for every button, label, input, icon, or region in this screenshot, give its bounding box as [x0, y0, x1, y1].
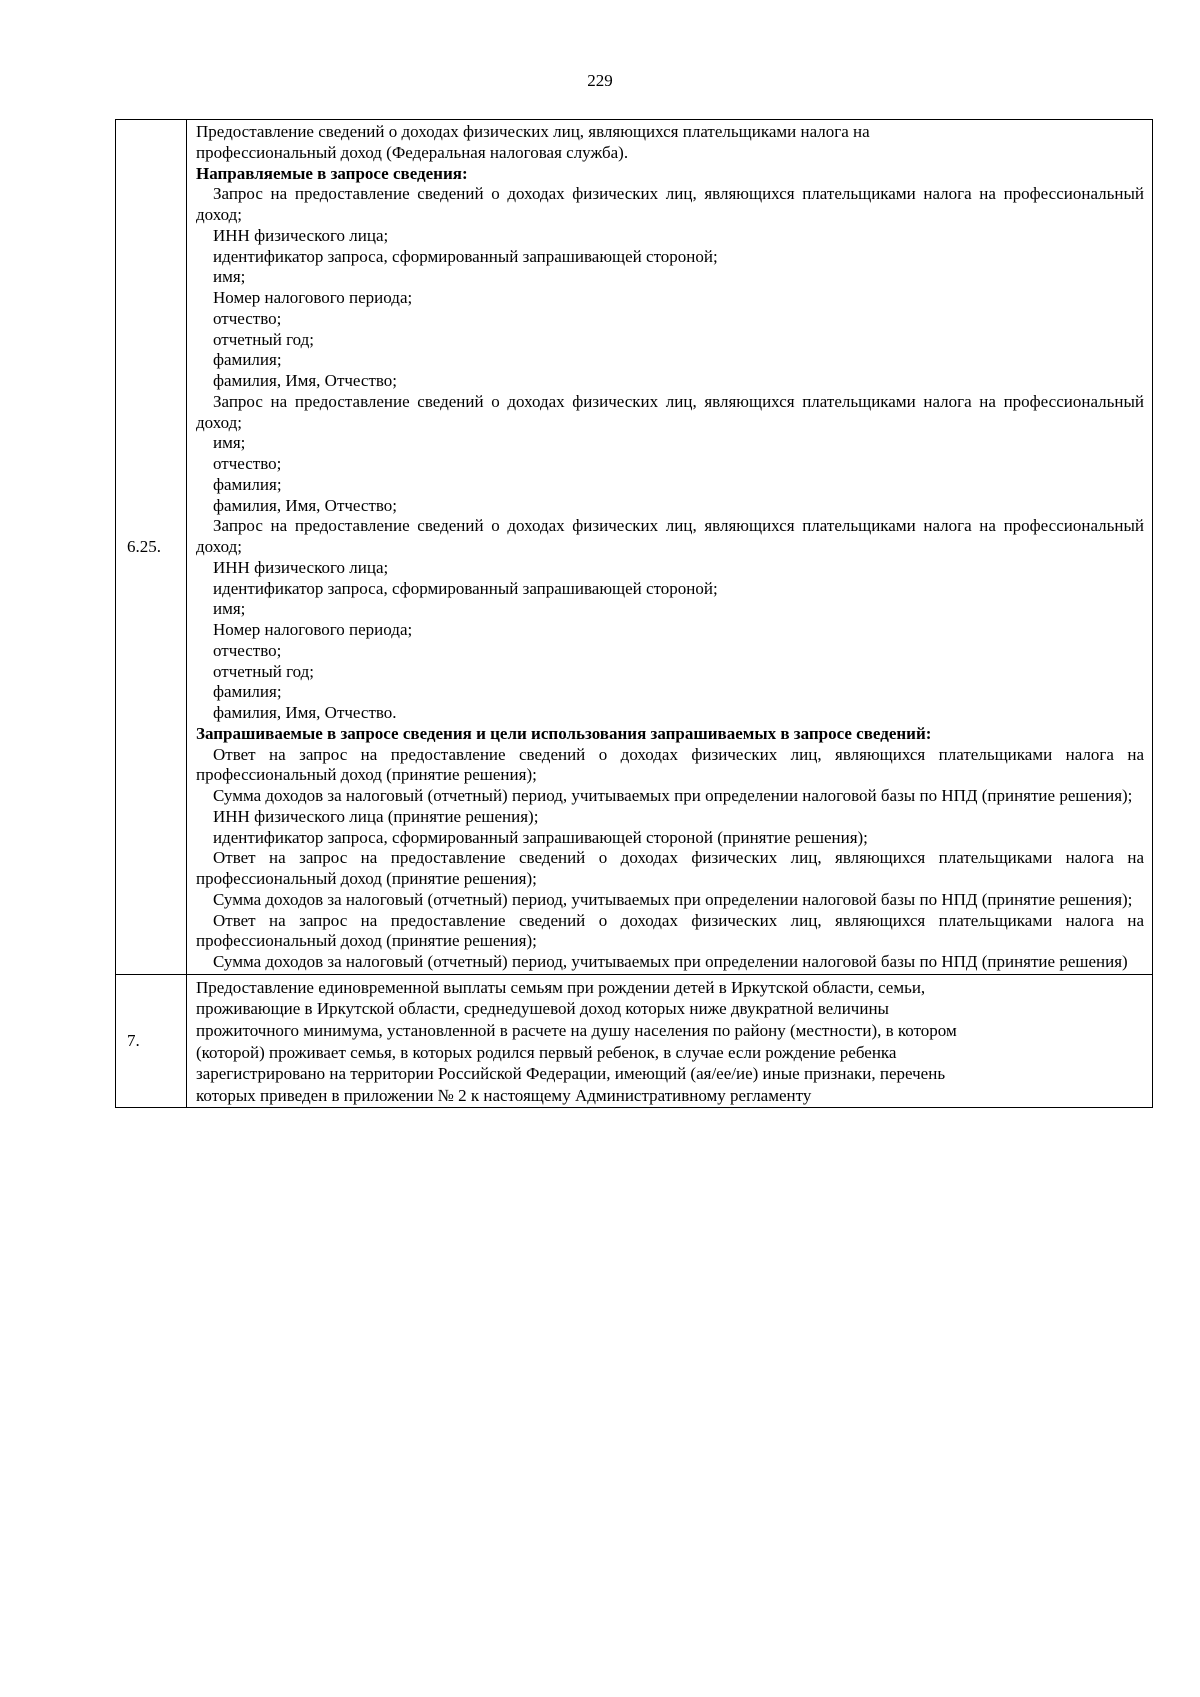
- paragraph-line: ИНН физического лица (принятие решения);: [213, 806, 539, 826]
- paragraph-line: идентификатор запроса, сформированный запрашивающей стороной (принятие решения);: [213, 827, 868, 847]
- paragraph-line: которых приведен в приложении № 2 к настоящему Административному регламенту: [196, 1085, 812, 1105]
- paragraph-line: Предоставление единовременной выплаты семьям при рождении детей в Иркутской области, семьи,: [196, 977, 926, 997]
- paragraph-line: ИНН физического лица;: [213, 225, 389, 245]
- paragraph-line: Ответ на запрос на предоставление сведений о доходах физических лиц, являющихся плательщиками налога на профессиональный доход (принятие решения);: [196, 910, 1144, 951]
- paragraph-line: отчество;: [213, 454, 282, 473]
- paragraph-line: отчество;: [213, 640, 282, 660]
- paragraph-line: Сумма доходов за налоговый (отчетный) период, учитываемых при определении налоговой базы по НПД (принятие решения): [213, 952, 1128, 971]
- paragraph-line: фамилия;: [213, 350, 282, 370]
- paragraph-line: Запрос на предоставление сведений о доходах физических лиц, являющихся плательщиками налога на профессиональный доход;: [196, 391, 1144, 432]
- paragraph-line: отчетный год;: [213, 661, 315, 681]
- services-table: [115, 119, 1153, 1108]
- paragraph-line: Ответ на запрос на предоставление сведений о доходах физических лиц, являющихся плательщиками налога на профессиональный доход (принятие решения);: [196, 744, 1144, 785]
- paragraph-line: Номер налогового периода;: [213, 288, 413, 307]
- paragraph-line: Запрос на предоставление сведений о доходах физических лиц, являющихся плательщиками налога на профессиональный доход;: [196, 516, 1144, 556]
- paragraph-line: Ответ на запрос на предоставление сведений о доходах физических лиц, являющихся плательщиками налога на профессиональный доход (принятие решения);: [196, 848, 1144, 888]
- paragraph-line: фамилия, Имя, Отчество;: [213, 495, 398, 515]
- paragraph-line: профессиональный доход (Федеральная налоговая служба).: [196, 142, 629, 162]
- paragraph-line: Сумма доходов за налоговый (отчетный) период, учитываемых при определении налоговой базы по НПД (принятие решения);: [213, 786, 1133, 805]
- paragraph-line: (которой) проживает семья, в которых родился первый ребенок, в случае если рождение ребенка: [196, 1042, 897, 1062]
- section-heading: Запрашиваемые в запросе сведения и цели использования запрашиваемых в запросе сведений:: [196, 723, 932, 743]
- row-paragraphs: [196, 977, 1144, 1107]
- row-paragraphs: [196, 122, 1144, 973]
- paragraph-line: имя;: [213, 433, 246, 453]
- paragraph-line: фамилия;: [213, 474, 282, 494]
- paragraph-line: отчетный год;: [213, 329, 315, 349]
- row-number: 6.25.: [116, 120, 187, 975]
- paragraph-line: Предоставление сведений о доходах физических лиц, являющихся плательщиками налога на: [196, 122, 870, 141]
- paragraph-line: фамилия, Имя, Отчество.: [213, 703, 397, 722]
- row-content: [187, 120, 1153, 975]
- paragraph-line: прожиточного минимума, установленной в расчете на душу населения по району (местности), в котором: [196, 1020, 957, 1040]
- paragraph-line: ИНН физического лица;: [213, 557, 389, 577]
- section-heading: Направляемые в запросе сведения:: [196, 163, 468, 183]
- paragraph-line: Сумма доходов за налоговый (отчетный) период, учитываемых при определении налоговой базы по НПД (принятие решения);: [213, 889, 1133, 909]
- paragraph-line: идентификатор запроса, сформированный запрашивающей стороной;: [213, 578, 718, 598]
- row-number: 7.: [116, 974, 187, 1108]
- table-row: [116, 120, 1153, 975]
- paragraph-line: зарегистрировано на территории Российской Федерации, имеющий (ая/ее/ие) иные признаки, перечень: [196, 1064, 946, 1084]
- paragraph-line: имя;: [213, 267, 246, 287]
- paragraph-line: Номер налогового периода;: [213, 620, 413, 639]
- paragraph-line: Запрос на предоставление сведений о доходах физических лиц, являющихся плательщиками налога на профессиональный доход;: [196, 184, 1144, 224]
- paragraph-line: фамилия;: [213, 682, 282, 702]
- row-content: [187, 974, 1153, 1108]
- page-number: 229: [587, 71, 613, 90]
- paragraph-line: отчество;: [213, 308, 282, 328]
- paragraph-line: фамилия, Имя, Отчество;: [213, 371, 398, 390]
- paragraph-line: имя;: [213, 599, 246, 619]
- paragraph-line: идентификатор запроса, сформированный запрашивающей стороной;: [213, 246, 718, 266]
- table-row: [116, 974, 1153, 1108]
- paragraph-line: проживающие в Иркутской области, среднедушевой доход которых ниже двукратной величины: [196, 999, 889, 1019]
